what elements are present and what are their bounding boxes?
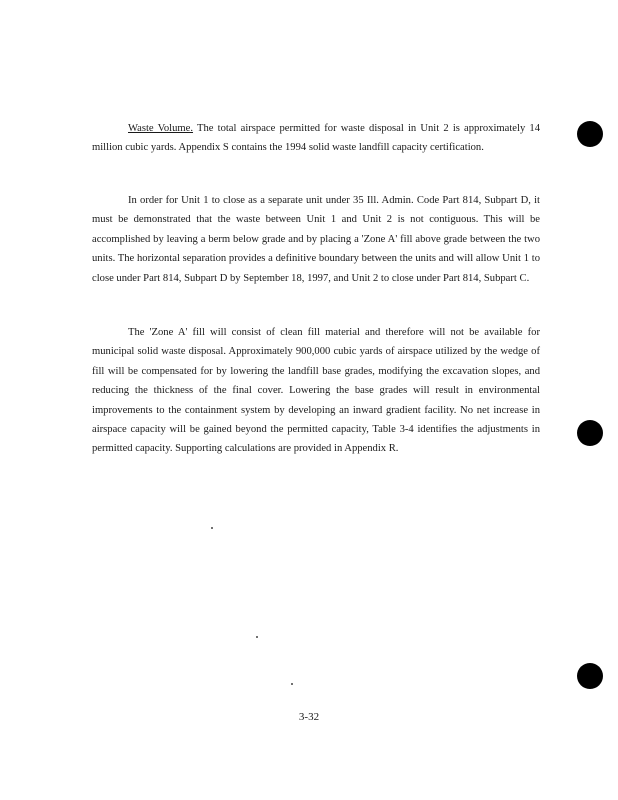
unit-separation-text: In order for Unit 1 to close as a separate unit under 35 Ill. Admin. Code Part 814, Subpart D, it must be demonstrated that the waste between Unit 1 and Unit 2 is not contiguous. This will be accomplished by leaving a berm below grade and by placing a 'Zone A' fill above grade between the two units. The horizontal separation provides a definitive boundary between the units and will allow Unit 1 to close under Part 814, Subpart D by September 18, 1997, and Unit 2 to close under Part 814, Subpart C.	[92, 195, 540, 284]
punch-hole-bottom	[577, 663, 603, 689]
waste-volume-heading: Waste Volume.	[128, 123, 194, 134]
zone-a-fill-text: The 'Zone A' fill will consist of clean fill material and therefore will not be available for municipal solid waste disposal. Approximately 900,000 cubic yards of airspace utilized by the wedge of fill will be compensated for by lowering the landfill base grades, modifying the excavation slopes, and reducing the thickness of the final cover. Lowering the base grades will result in environmental improvements to the containment system by developing an inward gradient facility. No net increase in airspace capacity will be gained beyond the permitted capacity, Table 3-4 identifies the adjustments in permitted capacity. Supporting calculations are provided in Appendix R.	[92, 327, 540, 455]
scan-speck	[291, 683, 293, 685]
punch-hole-middle	[577, 420, 603, 446]
scan-speck	[256, 636, 258, 638]
punch-hole-top	[577, 121, 603, 147]
scan-speck	[211, 527, 213, 529]
waste-volume-text: The total airspace permitted for waste disposal in Unit 2 is approximately 14 million cubic yards. Appendix S contains the 1994 solid waste landfill capacity certification.	[92, 123, 540, 154]
paragraph-waste-volume	[92, 119, 540, 158]
paragraph-zone-a-fill	[92, 323, 540, 459]
page-number: 3-32	[298, 711, 320, 723]
paragraph-unit-separation	[92, 191, 540, 288]
